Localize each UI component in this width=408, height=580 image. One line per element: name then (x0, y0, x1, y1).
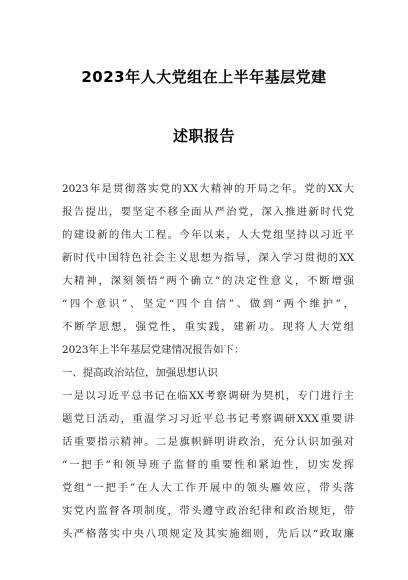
document-subtitle: 述职报告 (172, 127, 235, 145)
document-title: 2023年人大党组在上半年基层党建 (81, 68, 327, 86)
paragraph-line: 话重要指示精神。二是旗帜鲜明讲政治，充分认识加强对 (62, 436, 354, 448)
paragraph-line: 头严格落实中央八项规定及其实施细则，先后以“政取廉 (62, 528, 354, 540)
paragraph-line: 题党日活动，重温学习习近平总书记考察调研XXX重要讲 (62, 413, 354, 425)
paragraph-line: 2023年是贯彻落实党的XX大精神的开局之年。党的XX大 (62, 183, 354, 195)
paragraph-line: 实党内监督各项制度，带头遵守政治纪律和政治规矩，带 (62, 505, 354, 517)
paragraph-line: 大精神，深刻领悟“两个确立”的决定性意义，不断增强 (62, 275, 354, 287)
paragraph-line: 2023年上半年基层党建情况报告如下： (62, 344, 245, 356)
paragraph-line: 报告提出，要坚定不移全面从严治党，深入推进新时代党 (62, 206, 354, 218)
paragraph-line: 不断学思想，强党性，重实践，建新功。现将人大党组 (62, 321, 354, 333)
document-body (62, 178, 354, 546)
paragraph-line: 的建设新的伟大工程。今年以来，人大党组坚持以习近平 (62, 229, 354, 241)
paragraph-line: 一是以习近平总书记在临XX考察调研为契机，专门进行主 (62, 390, 354, 402)
paragraph-line: 新时代中国特色社会主义思想为指导，深入学习贯彻的XX (62, 252, 354, 264)
paragraph-line: 党组“一把手”在人大工作开展中的领头雁效应，带头落 (62, 482, 354, 494)
paragraph-line: “四个意识”、坚定“四个自信”、做到“两个维护”， (62, 298, 354, 310)
paragraph-line: “一把手”和领导班子监督的重要性和紧迫性，切实发挥 (62, 459, 354, 471)
section-heading: 一、提高政治站位，加强思想认识 (62, 367, 218, 379)
